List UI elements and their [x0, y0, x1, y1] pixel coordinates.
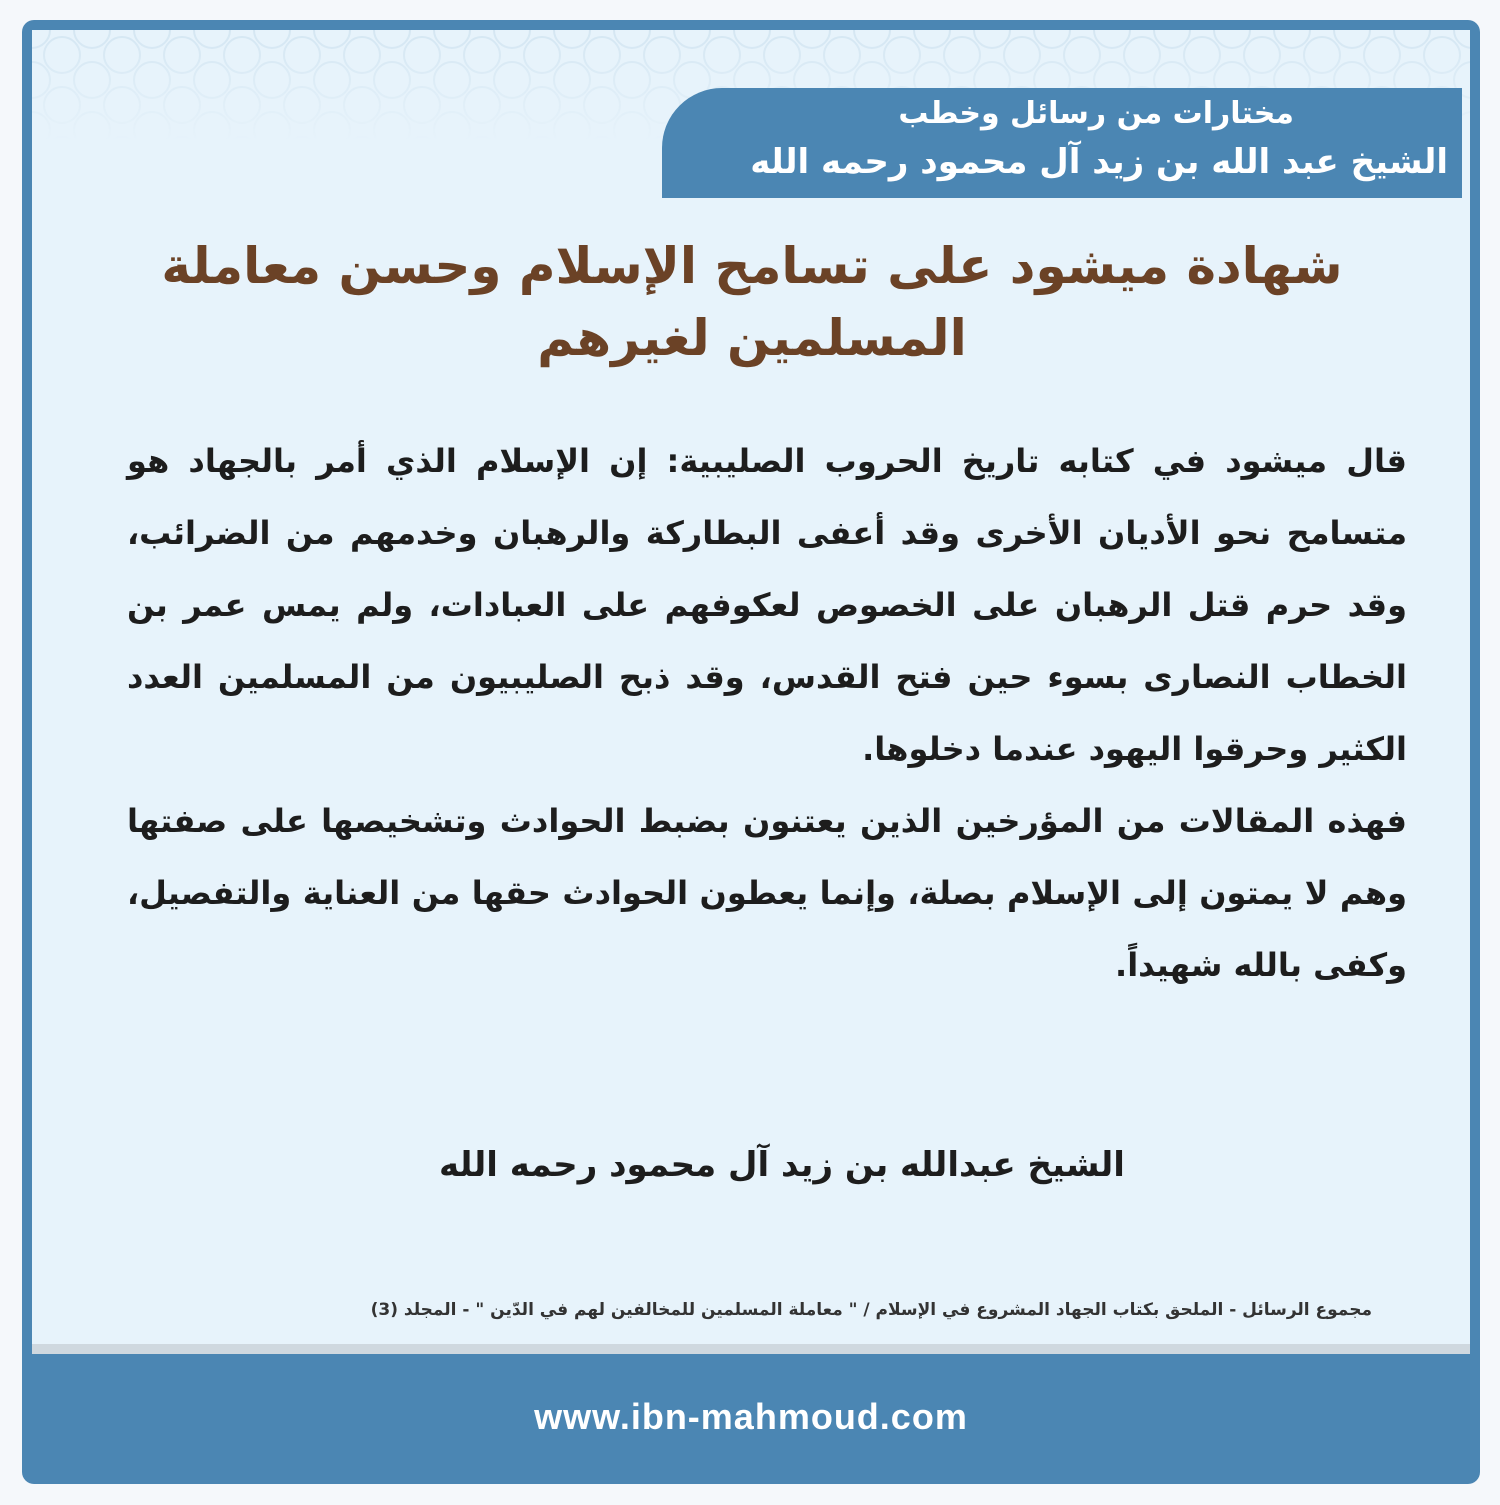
source-citation: مجموع الرسائل - الملحق بكتاب الجهاد المشروع في الإسلام / " معاملة المسلمين للمخالفين لهم في الدّين " - المجلد (3): [370, 1300, 1372, 1320]
website-link[interactable]: www.ibn-mahmoud.com: [534, 1396, 968, 1437]
author-signature: الشيخ عبدالله بن زيد آل محمود رحمه الله: [439, 1145, 1125, 1185]
content-panel: [32, 30, 1470, 1354]
card-frame: [22, 20, 1480, 1484]
article-body: [127, 425, 1407, 1001]
author-name-header: الشيخ عبد الله بن زيد آل محمود رحمه الله: [750, 142, 1448, 182]
paragraph-2: فهذه المقالات من المؤرخين الذين يعتنون بضبط الحوادث وتشخيصها على صفتها وهم لا يمتون إلى الإسلام بصلة، وإنما يعطون الحوادث حقها من العناية والتفصيل، وكفى بالله شهيداً.: [127, 802, 1407, 984]
panel-divider: [32, 1344, 1470, 1354]
paragraph-1: قال ميشود في كتابه تاريخ الحروب الصليبية: إن الإسلام الذي أمر بالجهاد هو متسامح نحو الأديان الأخرى وقد أعفى البطاركة والرهبان وخدمهم من الضرائب، وقد حرم قتل الرهبان على الخصوص لعكوفهم على العبادات، ولم يمس عمر بن الخطاب النصارى بسوء حين فتح القدس، وقد ذبح الصليبيون من المسلمين العدد الكثير وحرقوا اليهود عندما دخلوها.: [127, 442, 1407, 768]
header-banner: [662, 88, 1462, 198]
article-title: شهادة ميشود على تسامح الإسلام وحسن معاملة المسلمين لغيرهم: [161, 237, 1343, 367]
series-title: مختارات من رسائل وخطب: [898, 96, 1294, 131]
